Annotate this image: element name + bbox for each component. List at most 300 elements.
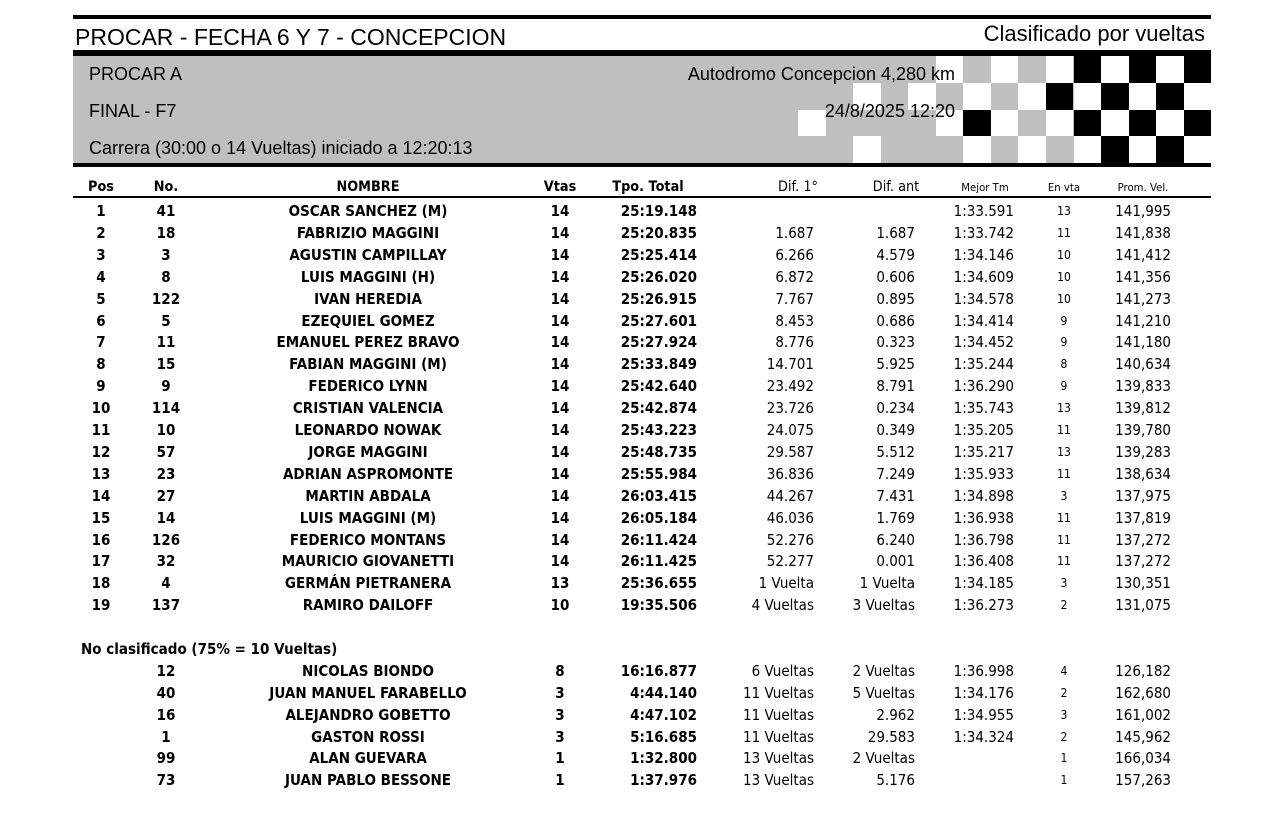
cell-best-lap: 1:34.176: [953, 683, 1014, 702]
cell-car-number: 27: [156, 486, 176, 505]
table-row: [0, 682, 1280, 704]
table-row: [0, 747, 1280, 769]
cell-best-lap-number: 3: [1060, 488, 1068, 503]
cell-laps: 14: [550, 464, 570, 483]
cell-best-lap: 1:36.408: [953, 552, 1014, 571]
cell-laps: 3: [555, 683, 565, 702]
cell-gap-previous: 5.176: [876, 771, 915, 790]
cell-driver-name: FABRIZIO MAGGINI: [296, 223, 440, 242]
cell-best-lap: 1:35.743: [953, 399, 1014, 418]
flag-square: [1018, 110, 1046, 137]
cell-car-number: 14: [156, 508, 176, 527]
cell-total-time: 4:47.102: [630, 705, 697, 724]
cell-gap-first: 7.767: [775, 289, 814, 308]
cell-best-lap-number: 13: [1057, 444, 1071, 459]
cell-gap-first: 8.453: [775, 311, 814, 330]
col-header-mejor-tm: Mejor Tm: [961, 181, 1009, 194]
cell-car-number: 11: [156, 333, 176, 352]
cell-gap-first: 46.036: [766, 508, 814, 527]
cell-car-number: 9: [161, 377, 171, 396]
cell-laps: 1: [555, 749, 565, 768]
cell-avg-speed: 138,634: [1115, 464, 1171, 483]
page-subtitle: Clasificado por vueltas: [983, 21, 1205, 46]
cell-gap-previous: 2 Vueltas: [852, 749, 915, 768]
cell-driver-name: LUIS MAGGINI (M): [299, 508, 437, 527]
col-header-tpo-total: Tpo. Total: [612, 179, 684, 195]
cell-best-lap: 1:33.742: [953, 223, 1014, 242]
cell-best-lap-number: 2: [1060, 598, 1068, 613]
cell-car-number: 99: [156, 749, 176, 768]
flag-square: [1156, 56, 1184, 83]
cell-best-lap-number: 13: [1057, 204, 1071, 218]
flag-square: [1184, 110, 1212, 137]
cell-driver-name: FEDERICO MONTANS: [289, 530, 447, 549]
col-header-pos: Pos: [88, 179, 114, 195]
cell-avg-speed: 139,812: [1115, 399, 1171, 418]
cell-avg-speed: 130,351: [1115, 574, 1171, 593]
cell-laps: 8: [555, 662, 565, 680]
cell-total-time: 25:55.984: [620, 464, 697, 483]
cell-laps: 14: [550, 355, 570, 374]
table-row: [0, 397, 1280, 419]
cell-pos: 12: [91, 442, 111, 461]
cell-pos: 9: [96, 377, 106, 396]
cell-avg-speed: 161,002: [1115, 705, 1171, 724]
cell-total-time: 19:35.506: [620, 596, 697, 615]
cell-gap-previous: 0.349: [876, 421, 915, 439]
cell-gap-previous: 2.962: [876, 705, 915, 724]
cell-car-number: 16: [156, 705, 176, 724]
cell-gap-previous: 2 Vueltas: [852, 662, 915, 680]
flag-square: [1184, 83, 1212, 110]
cell-avg-speed: 139,780: [1115, 421, 1171, 439]
table-row: [0, 507, 1280, 529]
cell-total-time: 1:37.976: [630, 771, 697, 790]
cell-best-lap-number: 9: [1060, 335, 1068, 350]
cell-laps: 14: [550, 245, 570, 264]
cell-total-time: 25:48.735: [620, 442, 697, 461]
cell-driver-name: EMANUEL PEREZ BRAVO: [276, 333, 460, 352]
table-row: [0, 244, 1280, 266]
cell-laps: 14: [550, 442, 570, 461]
cell-gap-first: 29.587: [766, 442, 814, 461]
cell-best-lap: 1:34.898: [953, 486, 1014, 505]
cell-best-lap: 1:36.798: [953, 530, 1014, 549]
cell-laps: 13: [550, 574, 570, 593]
col-header-vtas: Vtas: [543, 179, 577, 195]
cell-avg-speed: 137,272: [1115, 530, 1171, 549]
cell-best-lap-number: 10: [1057, 247, 1071, 262]
cell-car-number: 15: [156, 355, 176, 374]
cell-best-lap-number: 11: [1057, 466, 1071, 481]
flag-square: [881, 136, 909, 163]
cell-total-time: 26:03.415: [620, 486, 697, 505]
session-label: FINAL - F7: [89, 101, 177, 121]
cell-gap-previous: 1.769: [876, 508, 915, 527]
cell-gap-previous: 6.240: [876, 530, 915, 549]
cell-driver-name: NICOLAS BIONDO: [302, 662, 434, 680]
flag-square: [963, 136, 991, 163]
flag-square: [1074, 110, 1102, 137]
cell-best-lap: 1:35.933: [953, 464, 1014, 483]
cell-avg-speed: 157,263: [1115, 771, 1171, 790]
cell-best-lap-number: 11: [1057, 225, 1071, 240]
cell-best-lap: 1:34.414: [953, 311, 1014, 330]
table-row: [0, 441, 1280, 463]
cell-car-number: 40: [156, 683, 176, 702]
flag-square: [908, 136, 936, 163]
cell-gap-first: 6 Vueltas: [751, 662, 814, 680]
flag-square: [1129, 136, 1157, 163]
cell-avg-speed: 137,819: [1115, 508, 1171, 527]
cell-total-time: 26:11.425: [620, 552, 697, 571]
cell-avg-speed: 139,833: [1115, 377, 1171, 396]
cell-car-number: 73: [156, 771, 176, 790]
cell-laps: 14: [550, 421, 570, 439]
cell-avg-speed: 141,180: [1115, 333, 1171, 352]
table-row: [0, 375, 1280, 397]
cell-laps: 14: [550, 267, 570, 286]
cell-pos: 17: [91, 552, 111, 571]
cell-driver-name: FABIAN MAGGINI (M): [289, 355, 447, 374]
cell-avg-speed: 141,995: [1115, 202, 1171, 220]
cell-best-lap-number: 9: [1060, 313, 1068, 328]
flag-square: [826, 136, 854, 163]
table-row: [0, 353, 1280, 375]
cell-driver-name: FEDERICO LYNN: [308, 377, 428, 396]
cell-laps: 14: [550, 202, 570, 220]
datetime-label: 24/8/2025 12:20: [824, 101, 955, 121]
col-header-dif-ant: Dif. ant: [872, 179, 920, 195]
cell-pos: 16: [91, 530, 111, 549]
table-row: [0, 200, 1280, 222]
table-row: [0, 222, 1280, 244]
cell-total-time: 25:20.835: [620, 223, 697, 242]
flag-square: [1074, 136, 1102, 163]
cell-avg-speed: 126,182: [1115, 662, 1171, 680]
cell-best-lap: 1:34.146: [953, 245, 1014, 264]
cell-total-time: 25:27.601: [620, 311, 697, 330]
table-row: [0, 266, 1280, 288]
cell-pos: 1: [96, 202, 106, 220]
cell-best-lap: 1:36.273: [953, 596, 1014, 615]
cell-laps: 14: [550, 399, 570, 418]
cell-laps: 10: [550, 596, 570, 615]
cell-laps: 14: [550, 530, 570, 549]
not-classified-heading: No clasificado (75% = 10 Vueltas): [81, 640, 338, 658]
flag-square: [1074, 56, 1102, 83]
cell-gap-first: 44.267: [766, 486, 814, 505]
cell-best-lap-number: 3: [1060, 707, 1068, 722]
cell-best-lap: 1:35.217: [953, 442, 1014, 461]
flag-square: [1129, 83, 1157, 110]
cell-driver-name: ALAN GUEVARA: [309, 749, 427, 768]
cell-laps: 14: [550, 311, 570, 330]
flag-square: [991, 56, 1019, 83]
cell-pos: 15: [91, 508, 111, 527]
cell-laps: 14: [550, 377, 570, 396]
cell-gap-first: 23.726: [766, 399, 814, 418]
cell-gap-previous: 29.583: [867, 727, 915, 746]
cell-laps: 14: [550, 508, 570, 527]
flag-square: [936, 136, 964, 163]
cell-gap-previous: 0.686: [876, 311, 915, 330]
cell-driver-name: ADRIAN ASPROMONTE: [282, 464, 454, 483]
cell-best-lap-number: 11: [1057, 554, 1071, 569]
cell-best-lap-number: 11: [1057, 510, 1071, 525]
cell-gap-previous: 7.431: [876, 486, 915, 505]
cell-gap-first: 36.836: [766, 464, 814, 483]
cell-car-number: 23: [156, 464, 176, 483]
cell-best-lap: 1:35.205: [953, 421, 1014, 439]
cell-best-lap-number: 2: [1060, 729, 1068, 744]
cell-best-lap-number: 8: [1060, 357, 1068, 372]
flag-square: [1156, 136, 1184, 163]
cell-total-time: 1:32.800: [630, 749, 697, 768]
flag-square: [1046, 56, 1074, 83]
cell-best-lap: 1:36.290: [953, 377, 1014, 396]
cell-gap-previous: 5.512: [876, 442, 915, 461]
cell-gap-first: 14.701: [766, 355, 814, 374]
cell-avg-speed: 141,412: [1115, 245, 1171, 264]
table-row: [0, 485, 1280, 507]
col-header-nombre: NOMBRE: [336, 179, 400, 195]
cell-gap-previous: 5 Vueltas: [852, 683, 915, 702]
cell-laps: 14: [550, 333, 570, 352]
flag-square: [1101, 83, 1129, 110]
table-row: [0, 769, 1280, 791]
cell-pos: 3: [96, 245, 106, 264]
cell-total-time: 26:05.184: [620, 508, 697, 527]
flag-square: [798, 136, 826, 163]
flag-square: [1074, 83, 1102, 110]
flag-square: [1101, 56, 1129, 83]
table-row: [0, 529, 1280, 551]
cell-car-number: 41: [156, 202, 176, 220]
cell-gap-first: 1.687: [775, 223, 814, 242]
cell-avg-speed: 137,975: [1115, 486, 1171, 505]
cell-car-number: 12: [156, 662, 176, 680]
cell-total-time: 25:26.020: [620, 267, 697, 286]
cell-avg-speed: 137,272: [1115, 552, 1171, 571]
flag-square: [1156, 83, 1184, 110]
cell-gap-first: 8.776: [775, 333, 814, 352]
cell-car-number: 57: [156, 442, 176, 461]
cell-gap-first: 52.276: [766, 530, 814, 549]
table-row: [0, 660, 1280, 682]
cell-best-lap: 1:33.591: [953, 202, 1014, 220]
cell-avg-speed: 131,075: [1115, 596, 1171, 615]
cell-driver-name: IVAN HEREDIA: [314, 289, 422, 308]
cell-avg-speed: 141,210: [1115, 311, 1171, 330]
flag-square: [798, 110, 826, 137]
cell-best-lap: 1:36.938: [953, 508, 1014, 527]
cell-best-lap-number: 11: [1057, 532, 1071, 547]
cell-laps: 3: [555, 727, 565, 746]
cell-gap-previous: 1 Vuelta: [859, 574, 915, 593]
cell-best-lap: 1:34.609: [953, 267, 1014, 286]
table-row: [0, 331, 1280, 353]
cell-gap-previous: 0.001: [876, 552, 915, 571]
flag-square: [1018, 83, 1046, 110]
cell-driver-name: ALEJANDRO GOBETTO: [285, 705, 451, 724]
cell-best-lap: 1:35.244: [953, 355, 1014, 374]
cell-total-time: 25:42.640: [620, 377, 697, 396]
cell-car-number: 126: [151, 530, 181, 549]
cell-avg-speed: 139,283: [1115, 442, 1171, 461]
flag-square: [991, 110, 1019, 137]
table-row: [0, 310, 1280, 332]
cell-best-lap: 1:34.578: [953, 289, 1014, 308]
cell-driver-name: OSCAR SANCHEZ (M): [288, 202, 448, 220]
col-header-prom-vel: Prom. Vel.: [1117, 181, 1169, 194]
col-header-dif-1: Dif. 1°: [778, 179, 818, 195]
cell-avg-speed: 141,356: [1115, 267, 1171, 286]
cell-total-time: 26:11.424: [620, 530, 697, 549]
cell-gap-first: 6.266: [775, 245, 814, 264]
cell-avg-speed: 141,273: [1115, 289, 1171, 308]
col-header-no: No.: [153, 179, 179, 195]
cell-driver-name: JORGE MAGGINI: [308, 442, 428, 461]
cell-laps: 3: [555, 705, 565, 724]
table-row: [0, 572, 1280, 594]
table-row: [0, 288, 1280, 310]
cell-gap-previous: 4.579: [876, 245, 915, 264]
cell-total-time: 25:42.874: [620, 399, 697, 418]
cell-car-number: 137: [151, 596, 181, 615]
col-header-en-vta: En vta: [1047, 181, 1081, 194]
flag-square: [853, 136, 881, 163]
flag-square: [963, 56, 991, 83]
cell-gap-first: 4 Vueltas: [751, 596, 814, 615]
cell-total-time: 25:26.915: [620, 289, 697, 308]
cell-total-time: 25:27.924: [620, 333, 697, 352]
cell-driver-name: MAURICIO GIOVANETTI: [281, 552, 455, 571]
header-rule: [73, 196, 1211, 198]
flag-square: [1101, 110, 1129, 137]
cell-laps: 14: [550, 289, 570, 308]
cell-total-time: 25:36.655: [620, 574, 697, 593]
cell-pos: 6: [96, 311, 106, 330]
cell-car-number: 4: [161, 574, 171, 593]
cell-car-number: 32: [156, 552, 176, 571]
cell-pos: 11: [91, 421, 111, 439]
cell-gap-first: 52.277: [766, 552, 814, 571]
cell-total-time: 25:33.849: [620, 355, 697, 374]
cell-gap-first: 1 Vuelta: [758, 574, 814, 593]
cell-best-lap-number: 10: [1057, 291, 1071, 306]
cell-avg-speed: 141,838: [1115, 223, 1171, 242]
cell-car-number: 18: [156, 223, 176, 242]
cell-best-lap-number: 4: [1060, 664, 1068, 678]
cell-car-number: 10: [156, 421, 176, 439]
cell-pos: 10: [91, 399, 111, 418]
cell-best-lap-number: 9: [1060, 379, 1068, 394]
info-rule: [73, 163, 1211, 167]
cell-laps: 14: [550, 552, 570, 571]
cell-laps: 1: [555, 771, 565, 790]
cell-best-lap-number: 11: [1057, 423, 1071, 437]
cell-pos: 8: [96, 355, 106, 374]
cell-gap-first: 13 Vueltas: [742, 771, 814, 790]
cell-car-number: 114: [151, 399, 181, 418]
cell-car-number: 3: [161, 245, 171, 264]
cell-best-lap: 1:34.324: [953, 727, 1014, 746]
page-title: PROCAR - FECHA 6 Y 7 - CONCEPCION: [75, 24, 507, 50]
cell-gap-previous: 5.925: [876, 355, 915, 374]
cell-pos: 13: [91, 464, 111, 483]
cell-gap-previous: 7.249: [876, 464, 915, 483]
cell-best-lap-number: 10: [1057, 269, 1071, 284]
cell-gap-previous: 0.323: [876, 333, 915, 352]
cell-best-lap-number: 13: [1057, 401, 1071, 416]
cell-driver-name: LUIS MAGGINI (H): [300, 267, 436, 286]
track-label: Autodromo Concepcion 4,280 km: [687, 64, 955, 84]
cell-pos: 19: [91, 596, 111, 615]
cell-pos: 5: [96, 289, 106, 308]
cell-avg-speed: 140,634: [1115, 355, 1171, 374]
table-row: [0, 704, 1280, 726]
flag-square: [1046, 136, 1074, 163]
cell-best-lap-number: 2: [1060, 685, 1068, 700]
cell-best-lap: 1:34.955: [953, 705, 1014, 724]
cell-avg-speed: 162,680: [1115, 683, 1171, 702]
cell-gap-first: 24.075: [766, 421, 814, 439]
cell-pos: 14: [91, 486, 111, 505]
flag-square: [1156, 110, 1184, 137]
cell-gap-first: 23.492: [766, 377, 814, 396]
table-row: [0, 419, 1280, 441]
cell-best-lap: 1:34.185: [953, 574, 1014, 593]
table-row: [0, 550, 1280, 572]
flag-square: [1101, 136, 1129, 163]
cell-driver-name: CRISTIAN VALENCIA: [292, 399, 444, 418]
table-row: [0, 726, 1280, 748]
cell-total-time: 25:25.414: [620, 245, 697, 264]
cell-gap-previous: 8.791: [876, 377, 915, 396]
flag-square: [963, 110, 991, 137]
cell-driver-name: JUAN MANUEL FARABELLO: [269, 683, 467, 702]
cell-best-lap-number: 1: [1060, 773, 1068, 788]
cell-total-time: 16:16.877: [620, 662, 697, 680]
cell-driver-name: GASTON ROSSI: [311, 727, 425, 746]
cell-car-number: 8: [161, 267, 171, 286]
cell-gap-first: 6.872: [775, 267, 814, 286]
cell-gap-previous: 0.895: [876, 289, 915, 308]
cell-total-time: 25:43.223: [620, 421, 697, 439]
flag-square: [1129, 110, 1157, 137]
flag-square: [1184, 56, 1212, 83]
table-row: [0, 463, 1280, 485]
cell-best-lap: 1:34.452: [953, 333, 1014, 352]
cell-car-number: 5: [161, 311, 171, 330]
cell-gap-first: 13 Vueltas: [742, 749, 814, 768]
flag-square: [1046, 83, 1074, 110]
flag-square: [1018, 136, 1046, 163]
cell-gap-previous: 1.687: [876, 223, 915, 242]
flag-square: [1018, 56, 1046, 83]
cell-laps: 14: [550, 486, 570, 505]
cell-pos: 4: [96, 267, 106, 286]
cell-best-lap-number: 1: [1060, 751, 1068, 766]
cell-gap-first: 11 Vueltas: [742, 683, 814, 702]
cell-total-time: 5:16.685: [630, 727, 697, 746]
flag-square: [991, 83, 1019, 110]
cell-avg-speed: 145,962: [1115, 727, 1171, 746]
cell-laps: 14: [550, 223, 570, 242]
cell-total-time: 4:44.140: [630, 683, 697, 702]
flag-square: [1129, 56, 1157, 83]
